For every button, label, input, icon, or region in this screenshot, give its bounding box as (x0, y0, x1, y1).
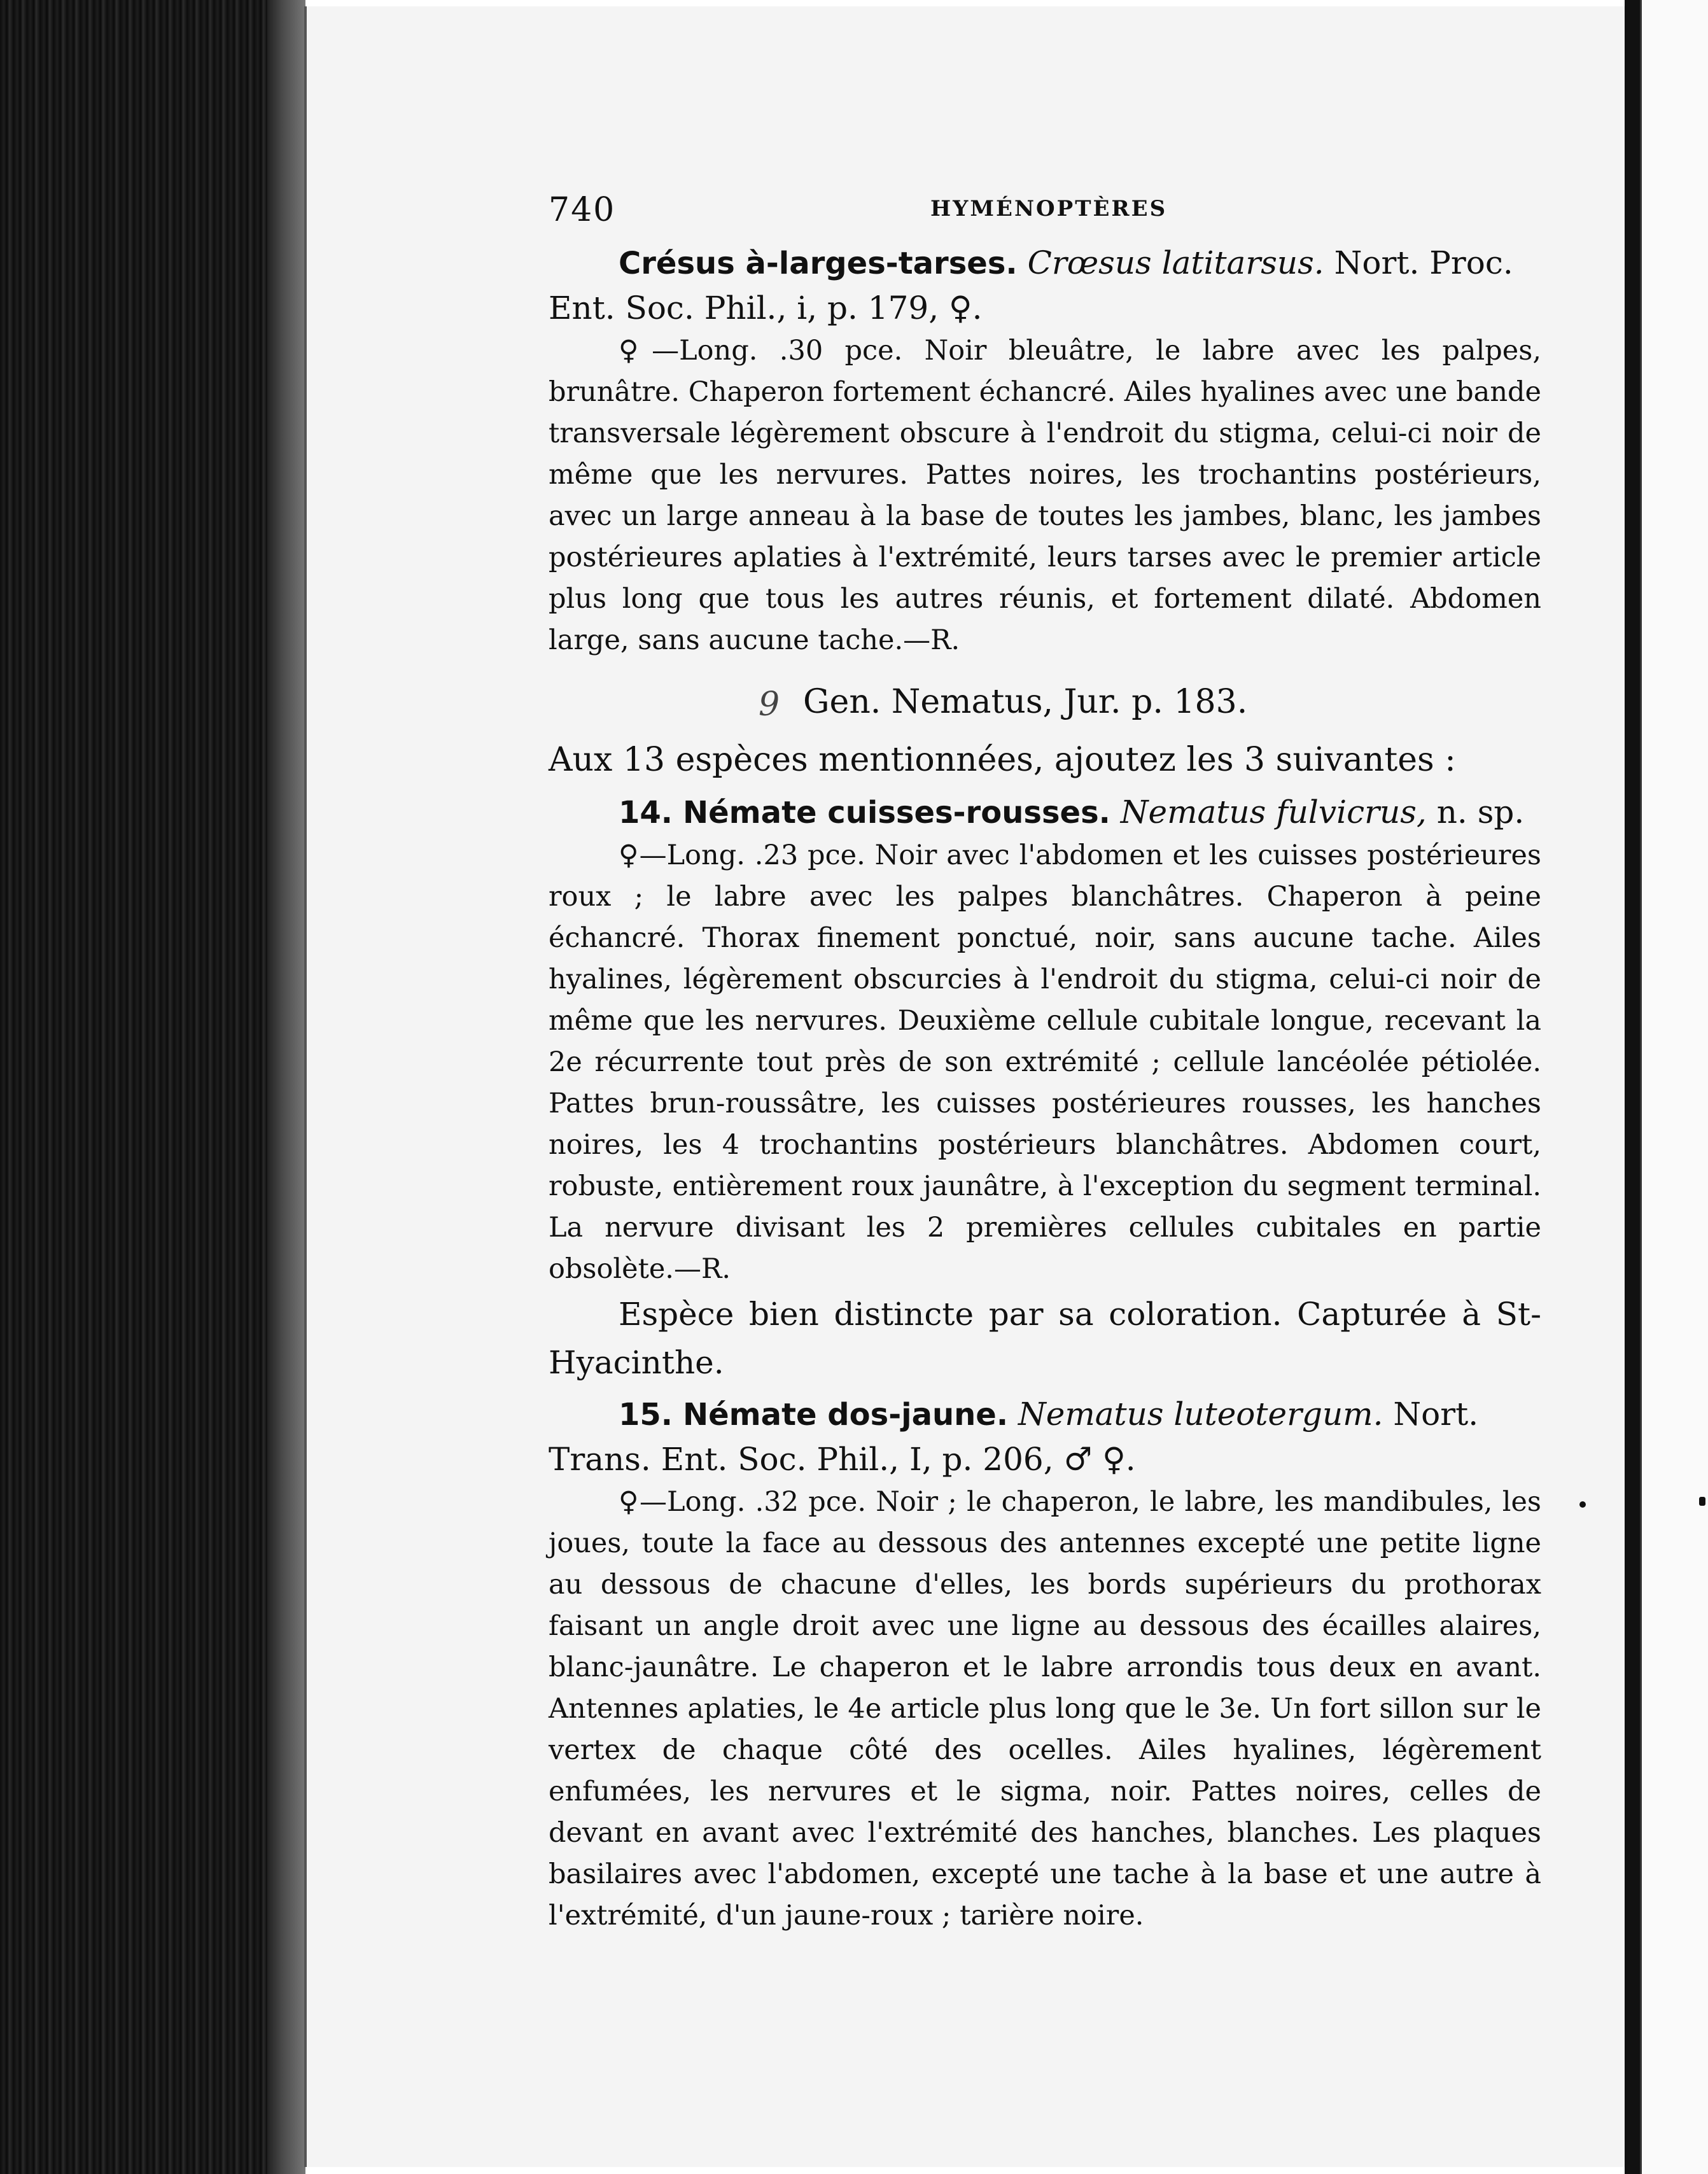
entry-common-name: Crésus à-larges-tarses. (619, 246, 1018, 281)
species-reference: n. sp. (1436, 794, 1525, 831)
species-heading-15 (549, 1392, 1541, 1482)
entry-reference: Nort. Proc. Ent. Soc. Phil., i, p. 179, ♀. (549, 244, 1513, 326)
genus-text: Gen. Nematus, Jur. p. 183. (803, 683, 1248, 721)
species-reference: Nort. Trans. Ent. Soc. Phil., I, p. 206, ♂ ♀. (549, 1396, 1479, 1478)
running-head-title: HYMÉNOPTÈRES (930, 196, 1168, 221)
species-heading-14 (549, 790, 1541, 835)
species-common-name: Némate dos-jaune. (682, 1397, 1009, 1433)
entry-description-cresus: ♀—Long. .30 pce. Noir bleuâtre, le labre avec les palpes, brunâtre. Chaperon fortement échancré. Ailes hyalines avec une bande transversale légèrement obscure à l'endroit du stigma, celui-ci noir de même que les nervures. Pattes noires, les trochantins postérieurs, avec un large anneau à la base de toutes les jambes, blanc, les jambes postérieures aplaties à l'extrémité, leurs tarses avec le premier article plus long que tous les autres réunis, et fortement dilaté. Abdomen large, sans aucune tache.—R. (549, 335, 1541, 656)
species-remark-14: Espèce bien distincte par sa coloration. Capturée à St-Hyacinthe. (549, 1296, 1541, 1381)
page-content (549, 191, 1541, 1937)
species-common-name: Némate cuisses-rousses. (682, 795, 1110, 831)
species-description-15: ♀—Long. .32 pce. Noir ; le chaperon, le labre, les mandibules, les joues, toute la face au dessous des antennes excepté une petite ligne au dessous de chacune d'elles, les bords supérieurs du prothorax faisant un angle droit avec une ligne au dessous des écailles alaires, blanc-jaunâtre. Le chaperon et le labre arrondis tous deux en avant. Antennes aplaties, le 4e article plus long que le 3e. Un fort sillon sur le vertex de chaque côté des ocelles. Ailes hyalines, légèrement enfumées, les nervures et le sigma, noir. Pattes noires, celles de devant en avant avec l'extrémité des hanches, blanches. Les plaques basilaires avec l'abdomen, excepté une tache à la base et une autre à l'extrémité, d'un jaune-roux ; tarière noire. (549, 1486, 1541, 1932)
page-number: 740 (549, 191, 616, 229)
book-page-edges (0, 0, 305, 2174)
page-gutter (1625, 0, 1640, 2174)
facing-page-edge (1640, 0, 1708, 2174)
running-head (549, 191, 1541, 235)
ink-dot (1579, 1501, 1586, 1508)
entry-latin-name: Crœsus latitarsus. (1027, 244, 1324, 281)
species-number: 15. (619, 1397, 673, 1433)
species-description-14: ♀—Long. .23 pce. Noir avec l'abdomen et les cuisses postérieures roux ; le labre avec les palpes blanchâtres. Chaperon à peine échancré. Thorax finement ponctué, noir, sans aucune tache. Ailes hyalines, légèrement obscurcies à l'endroit du stigma, celui-ci noir de même que les nervures. Deuxième cellule cubitale longue, recevant la 2e récurrente tout près de son extrémité ; cellule lancéolée pétiolée. Pattes brun-roussâtre, les cuisses postérieures rousses, les hanches noires, les 4 trochantins postérieurs blanchâtres. Abdomen court, robuste, entièrement roux jaunâtre, à l'exception du segment terminal. La nervure divisant les 2 premières cellules cubitales en partie obsolète.—R. (549, 839, 1541, 1285)
entry-heading-cresus (549, 241, 1541, 330)
genus-heading (549, 677, 1541, 727)
species-number: 14. (619, 795, 673, 831)
species-intro: Aux 13 espèces mentionnées, ajoutez les 3 suivantes : (549, 741, 1456, 779)
species-latin-name: Nematus luteotergum. (1018, 1396, 1383, 1433)
species-latin-name: Nematus fulvicrus, (1120, 794, 1427, 831)
ink-mark (1699, 1497, 1705, 1506)
pencil-annotation: 9 (759, 685, 780, 724)
